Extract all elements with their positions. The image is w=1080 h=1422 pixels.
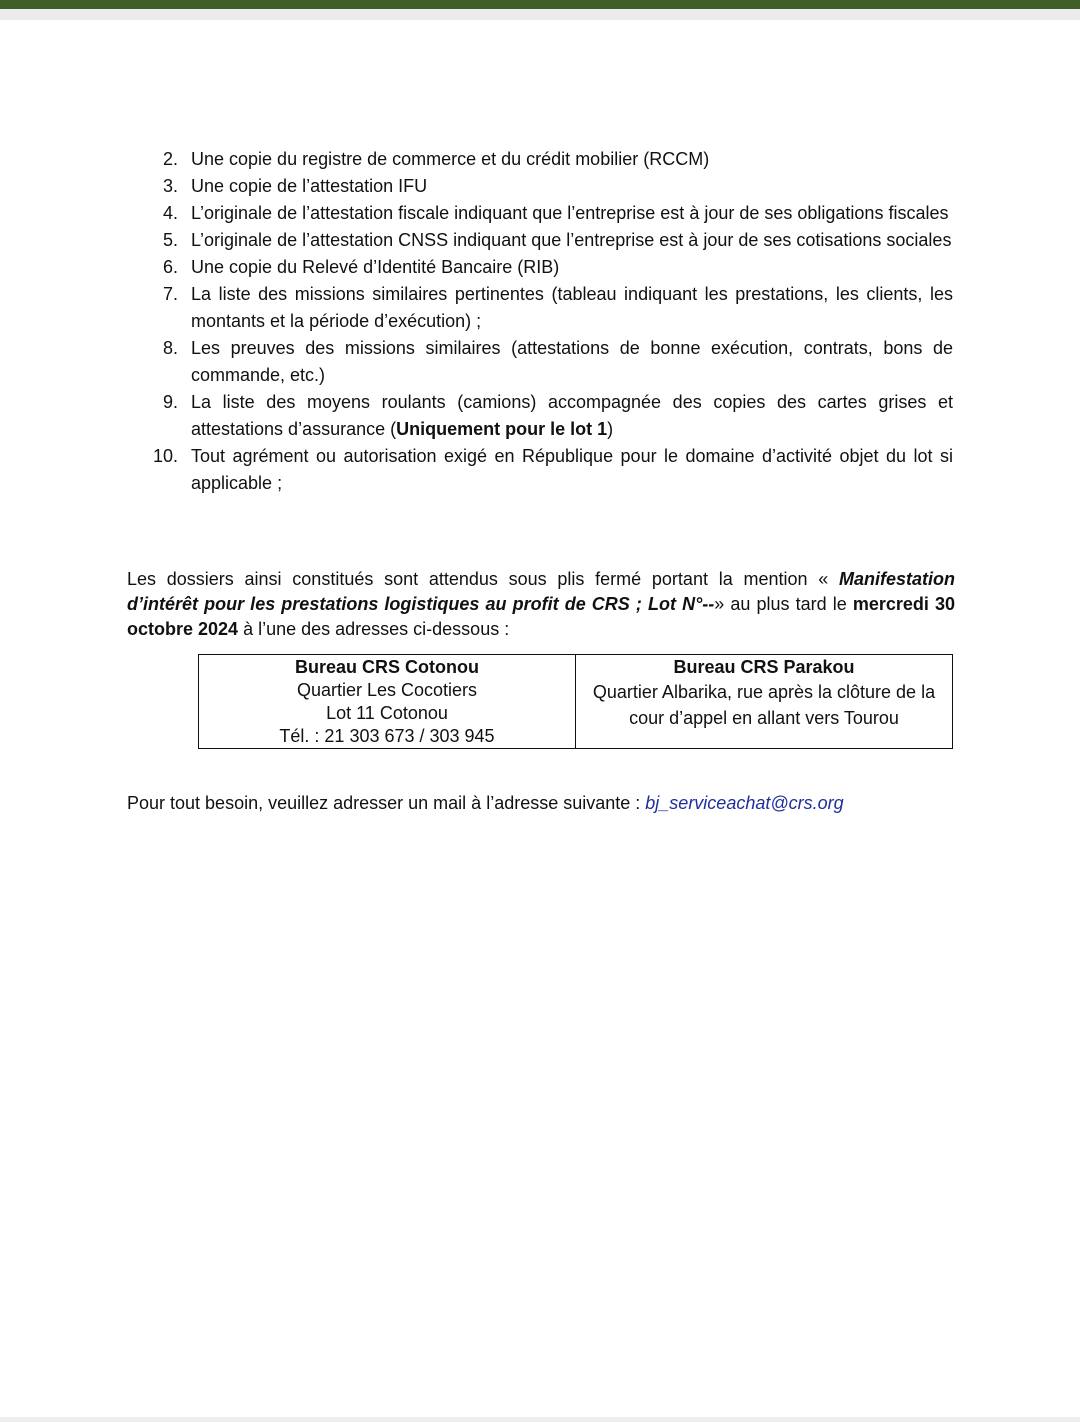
list-item-text: Une copie de l’attestation IFU (191, 176, 428, 196)
list-item (150, 173, 953, 200)
table-row (199, 655, 953, 749)
office-address-line: Quartier Les Cocotiers (296, 680, 478, 700)
list-item-number: 8. (162, 338, 178, 358)
list-item-number: 6. (162, 257, 178, 277)
submission-paragraph (127, 567, 955, 642)
requirements-list (150, 146, 953, 497)
list-item-number: 4. (162, 203, 178, 223)
list-item (150, 389, 953, 443)
header-bar-shadow (0, 9, 1080, 20)
list-item-text: La liste des missions similaires pertinentes (tableau indiquant les prestations, les clients, les montants et la période d’exécution) ; (191, 284, 953, 331)
list-item-text: Les preuves des missions similaires (attestations de bonne exécution, contrats, bons de commande, etc.) (191, 338, 953, 385)
list-item (150, 335, 953, 389)
list-item-text-before: La liste des moyens roulants (camions) accompagnée des copies des cartes grises et attestations d’assurance ( (191, 392, 953, 439)
list-item-text: Une copie du Relevé d’Identité Bancaire (RIB) (191, 257, 560, 277)
submission-deadline: mercredi 30 octobre 2024 (127, 594, 955, 639)
list-item-text: Tout agrément ou autorisation exigé en République pour le domaine d’activité objet du lot si applicable ; (191, 446, 953, 493)
contact-line (127, 790, 955, 816)
footer-bar (0, 1417, 1080, 1422)
list-item-text: L’originale de l’attestation CNSS indiquant que l’entreprise est à jour de ses cotisations sociales (191, 230, 952, 250)
list-item-number: 7. (162, 284, 178, 304)
list-item (150, 200, 953, 227)
list-item (150, 254, 953, 281)
header-bar (0, 0, 1080, 9)
office-title: Bureau CRS Cotonou (295, 657, 479, 677)
office-address-line: Quartier Albarika, rue après la clôture de la cour d’appel en allant vers Tourou (592, 682, 936, 728)
submission-middle: » au plus tard le (714, 594, 853, 614)
email-link[interactable]: bj_serviceachat@crs.org (645, 793, 844, 813)
office-title: Bureau CRS Parakou (673, 657, 855, 677)
list-item (150, 227, 953, 254)
list-item-number: 9. (162, 392, 178, 412)
office-cell-parakou (576, 655, 953, 749)
list-item-number: 2. (162, 149, 178, 169)
submission-mention: Manifestation d’intérêt pour les prestations logistiques au profit de CRS ; Lot N°-- (127, 569, 955, 614)
list-item (150, 281, 953, 335)
list-item (150, 443, 953, 497)
list-item-number: 10. (152, 446, 178, 466)
list-item-number: 3. (162, 176, 178, 196)
list-item-text: L’originale de l’attestation fiscale indiquant que l’entreprise est à jour de ses obligations fiscales (191, 203, 949, 223)
office-cell-cotonou (199, 655, 576, 749)
submission-intro: Les dossiers ainsi constitués sont attendus sous plis fermé portant la mention « (127, 569, 839, 589)
list-item-number: 5. (162, 230, 178, 250)
list-item-text-bold: Uniquement pour le lot 1 (396, 419, 608, 439)
office-address-line: Lot 11 Cotonou (326, 703, 448, 723)
contact-text: Pour tout besoin, veuillez adresser un mail à l’adresse suivante : (127, 793, 646, 813)
submission-outro: à l’une des adresses ci-dessous : (238, 619, 510, 639)
list-item-text: Une copie du registre de commerce et du crédit mobilier (RCCM) (191, 149, 710, 169)
list-item (150, 146, 953, 173)
office-phone: Tél. : 21 303 673 / 303 945 (279, 726, 495, 746)
address-table (198, 654, 953, 749)
list-item-text-after: ) (607, 419, 614, 439)
